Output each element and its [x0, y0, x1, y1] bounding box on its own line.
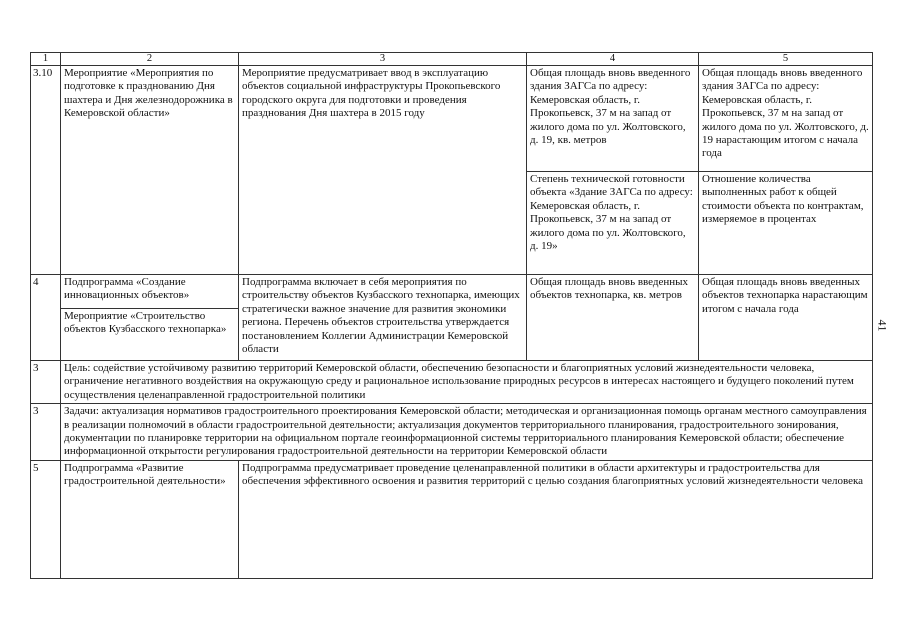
header-cell-3: 3 — [239, 53, 527, 66]
program-table — [30, 52, 873, 579]
row-number: 3.10 — [31, 66, 61, 275]
indicator-method-cell: Отношение количества выполненных работ к общей стоимости объекта по контрактам, измеряемое в процентах — [699, 172, 873, 275]
table-row-4 — [31, 275, 873, 309]
table-row-5 — [31, 460, 873, 578]
header-cell-1: 1 — [31, 53, 61, 66]
event-description-cell: Мероприятие предусматривает ввод в эксплуатацию объектов социальной инфраструктуры Прокопьевского городского округа для подготовки и проведения празднования Дня шахтера в 2015 году — [239, 66, 527, 275]
table-row-3-10 — [31, 66, 873, 172]
row-number: 3 — [31, 361, 61, 404]
row-number: 4 — [31, 275, 61, 361]
header-cell-4: 4 — [527, 53, 699, 66]
goal-text-cell: Цель: содействие устойчивому развитию территорий Кемеровской области, обеспечению безопасности и благоприятных условий жизнедеятельности человека, ограничение негативного воздействия на окружающую среду и рациональное использование природных ресурсов в интересах настоящего и будущего поколений путем осуществления целенаправленной градостроительной политики — [61, 361, 873, 404]
header-cell-2: 2 — [61, 53, 239, 66]
subprogram-description-cell: Подпрограмма включает в себя мероприятия по строительству объектов Кузбасского технопарка, имеющих стратегически важное значение для развития экономики региона. Перечень объектов строительства утверждается постановлением Коллегии Администрации Кемеровской области — [239, 275, 527, 361]
subprogram-description-cell: Подпрограмма предусматривает проведение целенаправленной политики в области архитектуры и градостроительства для обеспечения эффективного освоения и развития территорий с целью создания благоприятных условий жизнедеятельности человека — [239, 460, 873, 578]
indicator-name-cell: Степень технической готовности объекта «Здание ЗАГСа по адресу: Кемеровская область, г. Прокопьевск, 37 м на запад от жилого дома по ул. Жолтовского, д. 19» — [527, 172, 699, 275]
row-number: 5 — [31, 460, 61, 578]
subprogram-name-cell: Подпрограмма «Создание инновационных объектов» — [61, 275, 239, 309]
event-name-cell: Мероприятие «Строительство объектов Кузбасского технопарка» — [61, 309, 239, 361]
row-number: 3 — [31, 404, 61, 461]
table-header-row — [31, 53, 873, 66]
indicator-name-cell: Общая площадь вновь введенных объектов технопарка, кв. метров — [527, 275, 699, 361]
indicator-name-cell: Общая площадь вновь введенного здания ЗАГСа по адресу: Кемеровская область, г. Прокопьевск, 37 м на запад от жилого дома по ул. Жолтовского, д. 19, кв. метров — [527, 66, 699, 172]
subprogram-name-cell: Подпрограмма «Развитие градостроительной деятельности» — [61, 460, 239, 578]
indicator-method-cell: Общая площадь вновь введенного здания ЗАГСа по адресу: Кемеровская область, г. Прокопьевск, 37 м на запад от жилого дома по ул. Жолтовского, д. 19 нарастающим итогом с начала года — [699, 66, 873, 172]
tasks-text-cell: Задачи: актуализация нормативов градостроительного проектирования Кемеровской области; методическая и организационная помощь органам местного самоуправления в реализации полномочий в области градостроительной деятельности; актуализация документов территориального планирования, градостроительного зонирования, документации по планировке территории на официальном портале геоинформационной системы территориального планирования Кемеровской области; обеспечение информационной открытости регулирования градостроительной деятельности на территории Кемеровской области — [61, 404, 873, 461]
header-cell-5: 5 — [699, 53, 873, 66]
indicator-method-cell: Общая площадь вновь введенных объектов технопарка нарастающим итогом с начала года — [699, 275, 873, 361]
page-number: 41 — [875, 319, 890, 332]
table-row-tasks — [31, 404, 873, 461]
event-name-cell: Мероприятие «Мероприятия по подготовке к празднованию Дня шахтера и Дня железнодорожника в Кемеровской области» — [61, 66, 239, 275]
table-row-goal — [31, 361, 873, 404]
